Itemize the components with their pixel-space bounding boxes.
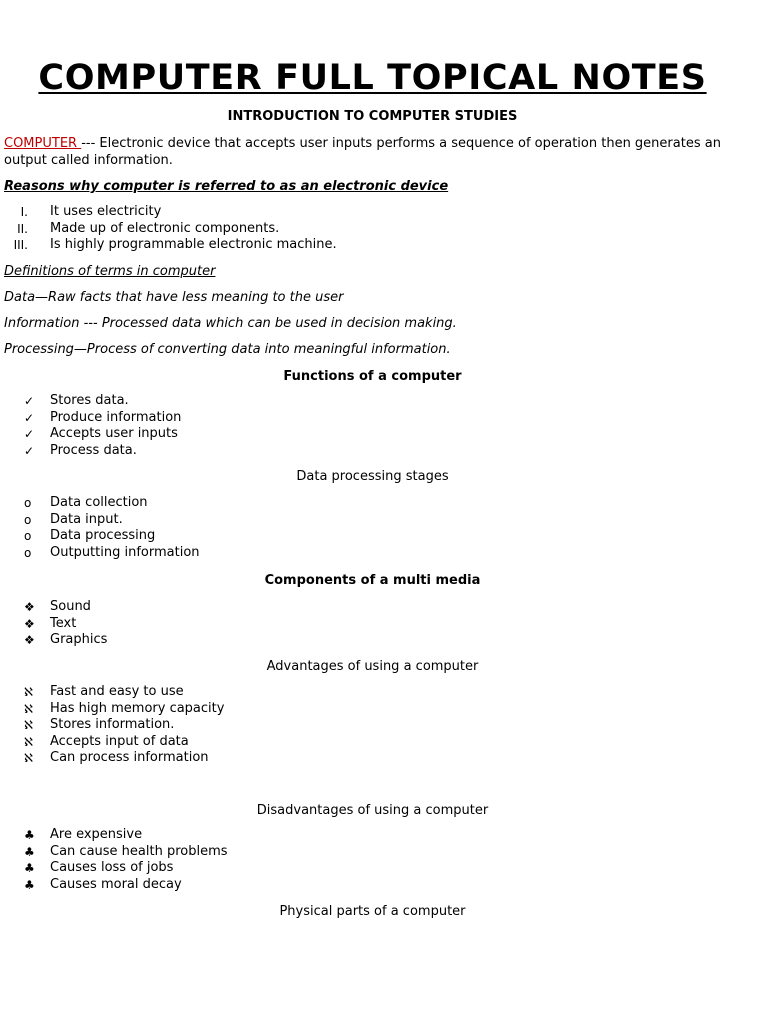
definitions-heading-text: Definitions of terms in computer xyxy=(4,264,216,279)
physical-parts-heading: Physical parts of a computer xyxy=(279,904,466,919)
list-item xyxy=(0,844,228,861)
aleph-bullet-icon: ℵ xyxy=(24,751,33,765)
list-item-text: Process data. xyxy=(50,442,137,458)
circle-bullet-icon: o xyxy=(24,496,32,510)
list-item xyxy=(0,860,228,877)
computer-term: COMPUTER xyxy=(4,136,82,151)
definition-information: Information --- Processed data which can be used in decision making. xyxy=(4,316,457,331)
aleph-bullet-icon: ℵ xyxy=(24,685,33,699)
advantages-list xyxy=(0,684,224,767)
list-item xyxy=(0,684,224,701)
diamond-bullet-icon: ❖ xyxy=(24,600,35,614)
list-item-text: Causes loss of jobs xyxy=(50,860,174,875)
stages-list xyxy=(0,495,200,561)
list-item xyxy=(0,410,181,427)
list-item xyxy=(0,237,337,254)
club-bullet-icon: ♣ xyxy=(24,844,35,859)
list-item xyxy=(0,734,224,751)
club-bullet-icon: ♣ xyxy=(24,877,35,892)
list-item-text: Causes moral decay xyxy=(50,876,182,892)
list-item xyxy=(0,701,224,718)
list-item-text: Data processing xyxy=(50,528,156,543)
check-icon: ✓ xyxy=(24,427,35,441)
circle-bullet-icon: o xyxy=(24,529,32,543)
list-item xyxy=(0,393,181,410)
list-item xyxy=(0,545,200,562)
reasons-list xyxy=(0,204,337,254)
list-item xyxy=(0,495,200,512)
list-item-text: Sound xyxy=(50,599,91,614)
list-item xyxy=(0,426,181,443)
circle-bullet-icon: o xyxy=(24,545,32,560)
list-item-text: Outputting information xyxy=(50,544,200,560)
list-item xyxy=(0,204,337,221)
definition-processing: Processing—Process of converting data into meaningful information. xyxy=(4,342,451,357)
list-item-text: Has high memory capacity xyxy=(50,700,225,716)
list-item-text: Produce information xyxy=(50,409,182,425)
roman-numeral-marker: II. xyxy=(17,221,28,236)
list-item-text: Fast and easy to use xyxy=(50,684,184,699)
list-item xyxy=(0,717,224,734)
diamond-bullet-icon: ❖ xyxy=(24,633,35,647)
list-item-text: Accepts user inputs xyxy=(50,426,178,441)
list-item xyxy=(0,528,200,545)
multimedia-heading: Components of a multi media xyxy=(264,573,481,588)
disadvantages-heading: Disadvantages of using a computer xyxy=(256,803,489,818)
functions-heading: Functions of a computer xyxy=(283,369,462,384)
list-item-text: Text xyxy=(50,615,77,631)
list-item xyxy=(0,512,200,529)
definitions-heading xyxy=(4,263,215,280)
list-item-text: Can cause health problems xyxy=(50,843,228,859)
list-item-text: Stores data. xyxy=(50,393,129,408)
list-item-text: Is highly programmable electronic machine. xyxy=(50,237,337,252)
list-item xyxy=(0,443,181,460)
club-bullet-icon: ♣ xyxy=(24,861,35,875)
reasons-heading xyxy=(4,178,448,195)
reasons-heading-text: Reasons why computer is referred to as an electronic device xyxy=(4,179,449,194)
functions-list xyxy=(0,393,181,459)
check-icon: ✓ xyxy=(24,443,35,458)
list-item-text: Can process information xyxy=(50,750,209,765)
roman-numeral-marker: I. xyxy=(20,205,28,219)
multimedia-list xyxy=(0,599,107,649)
aleph-bullet-icon: ℵ xyxy=(24,734,33,749)
advantages-heading: Advantages of using a computer xyxy=(266,659,479,674)
list-item xyxy=(0,599,107,616)
aleph-bullet-icon: ℵ xyxy=(24,701,33,716)
roman-numeral-marker: III. xyxy=(13,238,28,252)
document-title xyxy=(0,56,745,100)
list-item xyxy=(0,221,337,238)
diamond-bullet-icon: ❖ xyxy=(24,616,35,631)
list-item-text: Data input. xyxy=(50,511,123,527)
check-icon: ✓ xyxy=(24,410,35,425)
list-item-text: Made up of electronic components. xyxy=(50,220,280,236)
list-item xyxy=(0,616,107,633)
list-item-text: Graphics xyxy=(50,632,108,647)
list-item-text: Data collection xyxy=(50,495,148,510)
list-item xyxy=(0,827,228,844)
computer-definition-text: --- Electronic device that accepts user inputs performs a sequence of operation then generates an output called information. xyxy=(4,136,721,168)
check-icon: ✓ xyxy=(24,394,35,408)
definition-data: Data—Raw facts that have less meaning to the user xyxy=(4,290,344,305)
list-item-text: It uses electricity xyxy=(50,204,162,219)
computer-definition xyxy=(4,135,739,169)
list-item xyxy=(0,632,107,649)
circle-bullet-icon: o xyxy=(24,512,32,527)
aleph-bullet-icon: ℵ xyxy=(24,718,33,732)
list-item-text: Stores information. xyxy=(50,717,175,732)
list-item-text: Are expensive xyxy=(50,827,143,842)
list-item xyxy=(0,750,224,767)
club-bullet-icon: ♣ xyxy=(24,828,35,842)
disadvantages-list xyxy=(0,827,228,893)
section-subtitle: INTRODUCTION TO COMPUTER STUDIES xyxy=(227,109,518,124)
list-item-text: Accepts input of data xyxy=(50,733,189,749)
document-title-text: COMPUTER FULL TOPICAL NOTES xyxy=(38,58,707,98)
list-item xyxy=(0,877,228,894)
stages-heading: Data processing stages xyxy=(296,469,449,484)
